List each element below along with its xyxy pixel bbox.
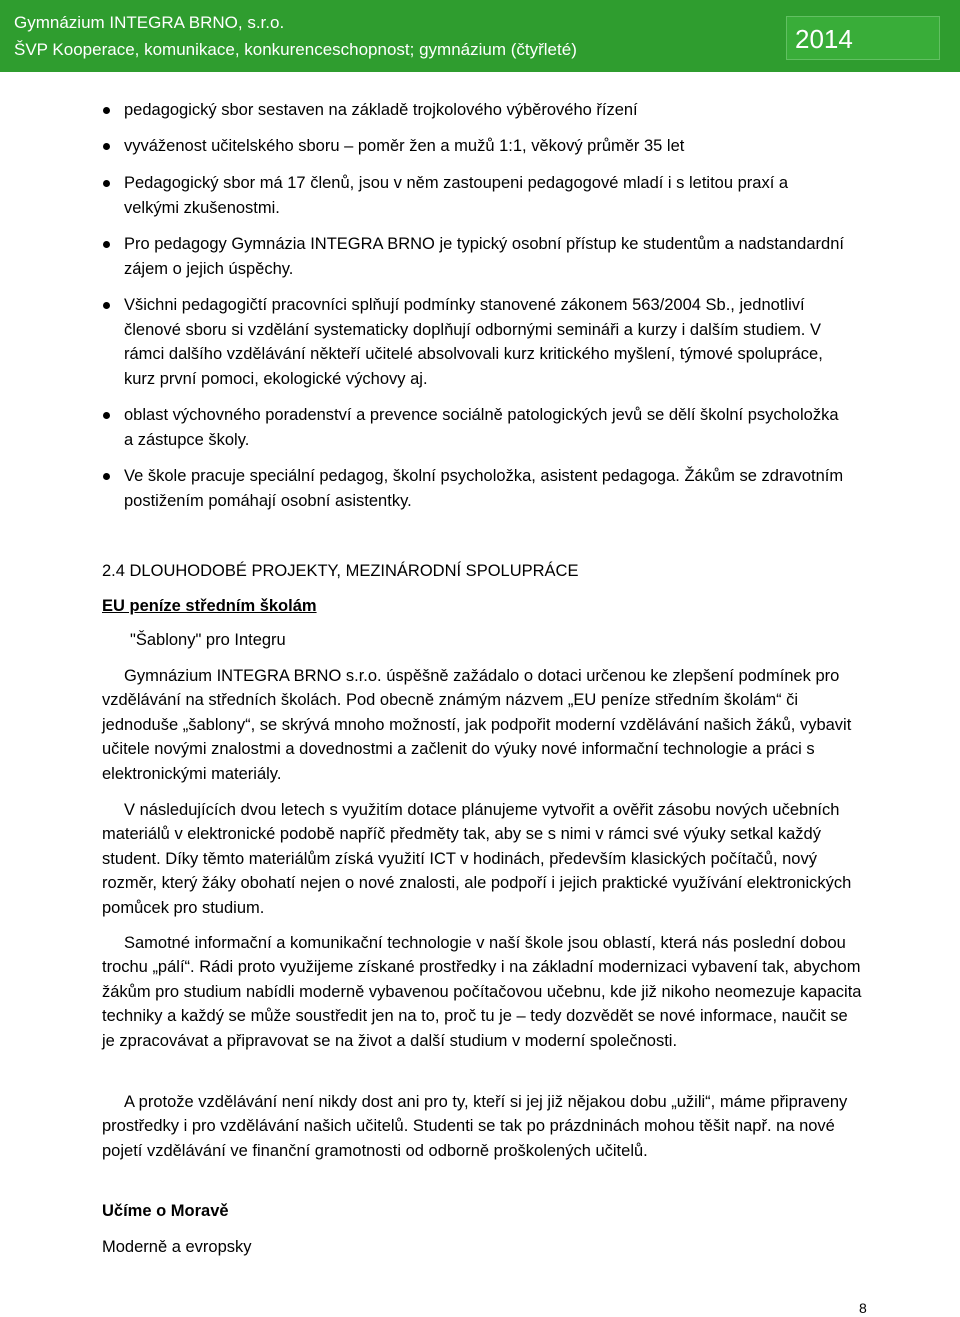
modern-subheading: Moderně a evropsky [102,1238,252,1256]
bullet-dot-icon [103,412,110,419]
bullet-dot-icon [103,241,110,248]
paragraph-text: Samotné informační a komunikační technologie v naší škole jsou oblastí, která nás poslední dobou trochu „pálí“. Rádi proto využijeme získané prostředky i na základní modernizaci vybavení tak, abychom žákům pro studium nabídli moderně vybavenou počítačovou učebnu, kde již nikoho neomezuje kapacita techniky a každý se může soustředit jen na to, proč tu je – tedy dozvědět se nové informace, naučit se je zpracovávat a připravovat se na život a další studium v moderní společnosti. [102,934,862,1050]
bullet-dot-icon [103,473,110,480]
bullet-item [124,232,844,281]
paragraph [102,931,862,1053]
bullet-dot-icon [103,143,110,150]
bullet-item [124,293,844,391]
page-number: 8 [859,1300,867,1316]
morava-heading: Učíme o Moravě [102,1202,229,1220]
paragraph-text: A protože vzdělávání není nikdy dost ani pro ty, kteří si jej již nějakou dobu „užili“, máme připraveny prostředky i pro vzdělávání našich učitelů. Studenti se tak po prázdninách mohou těšit např. na nové pojetí vzdělávání ve finanční gramotnosti od odborně proškolených učitelů. [102,1093,848,1160]
paragraph [102,1090,862,1163]
bullet-dot-icon [103,180,110,187]
bullet-text: Pro pedagogy Gymnázia INTEGRA BRNO je typický osobní přístup ke studentům a nadstandardní zájem o jejich úspěchy. [124,235,844,278]
header-school-name: Gymnázium INTEGRA BRNO, s.r.o. [14,13,285,32]
paragraph [102,664,862,786]
bullet-text: oblast výchovného poradenství a prevence sociálně patologických jevů se dělí školní psycholožka a zástupce školy. [124,406,839,449]
bullet-text: pedagogický sbor sestaven na základě trojkolového výběrového řízení [124,101,638,119]
bullet-item [124,134,844,159]
bullet-dot-icon [103,107,110,114]
eu-heading: EU peníze středním školám [102,597,317,615]
bullet-item [124,171,844,220]
bullet-text: vyváženost učitelského sboru – poměr žen a mužů 1:1, věkový průměr 35 let [124,137,685,155]
bullet-item [124,98,844,123]
page-header [0,0,960,72]
header-program-name: ŠVP Kooperace, komunikace, konkurenceschopnost; gymnázium (čtyřleté) [14,40,577,59]
bullet-text: Všichni pedagogičtí pracovníci splňují podmínky stanovené zákonem 563/2004 Sb., jednotliví členové sboru si vzdělání systematicky doplňují odbornými semináři a kurzy i dalším studiem. V rámci dalšího vzdělávání někteří učitelé absolvovali kurz kritického myšlení, týmové spolupráce, kurz první pomoci, ekologické výchovy aj. [124,296,823,388]
section-heading: 2.4 DLOUHODOBÉ PROJEKTY, MEZINÁRODNÍ SPOLUPRÁCE [102,562,579,580]
bullet-item [124,464,844,513]
sablony-subheading: "Šablony" pro Integru [130,631,286,649]
paragraph [102,798,862,920]
paragraph-text: Gymnázium INTEGRA BRNO s.r.o. úspěšně zažádalo o dotaci určenou ke zlepšení podmínek pro vzdělávání na středních školách. Pod obecně známým názvem „EU peníze středním školám“ či jednoduše „šablony“, se skrývá mnoho možností, jak podpořit moderní vzdělávání našich žáků, vybavit učitele novými znalostmi a dovednostmi a začlenit do výuky nové informační technologie a práci s elektronickými materiály. [102,667,852,783]
header-year-box: 2014 [786,16,940,60]
bullet-dot-icon [103,302,110,309]
bullet-item [124,403,844,452]
bullet-text: Ve škole pracuje speciální pedagog, školní psycholožka, asistent pedagoga. Žákům se zdravotním postižením pomáhají osobní asistentky. [124,467,844,510]
paragraph-text: V následujících dvou letech s využitím dotace plánujeme vytvořit a ověřit zásobu nových učebních materiálů v elektronické podobě napříč předměty tak, aby se s nimi v rámci své výuky setkal každý student. Díky těmto materiálům získá využití ICT v hodinách, především klasických počítačů, nový rozměr, který žáky obohatí nejen o nové znalosti, ale podpoří i jejich praktické využívání elektronických pomůcek pro studium. [102,801,852,917]
bullet-text: Pedagogický sbor má 17 členů, jsou v něm zastoupeni pedagogové mladí i s letitou praxí a velkými zkušenostmi. [124,174,789,217]
